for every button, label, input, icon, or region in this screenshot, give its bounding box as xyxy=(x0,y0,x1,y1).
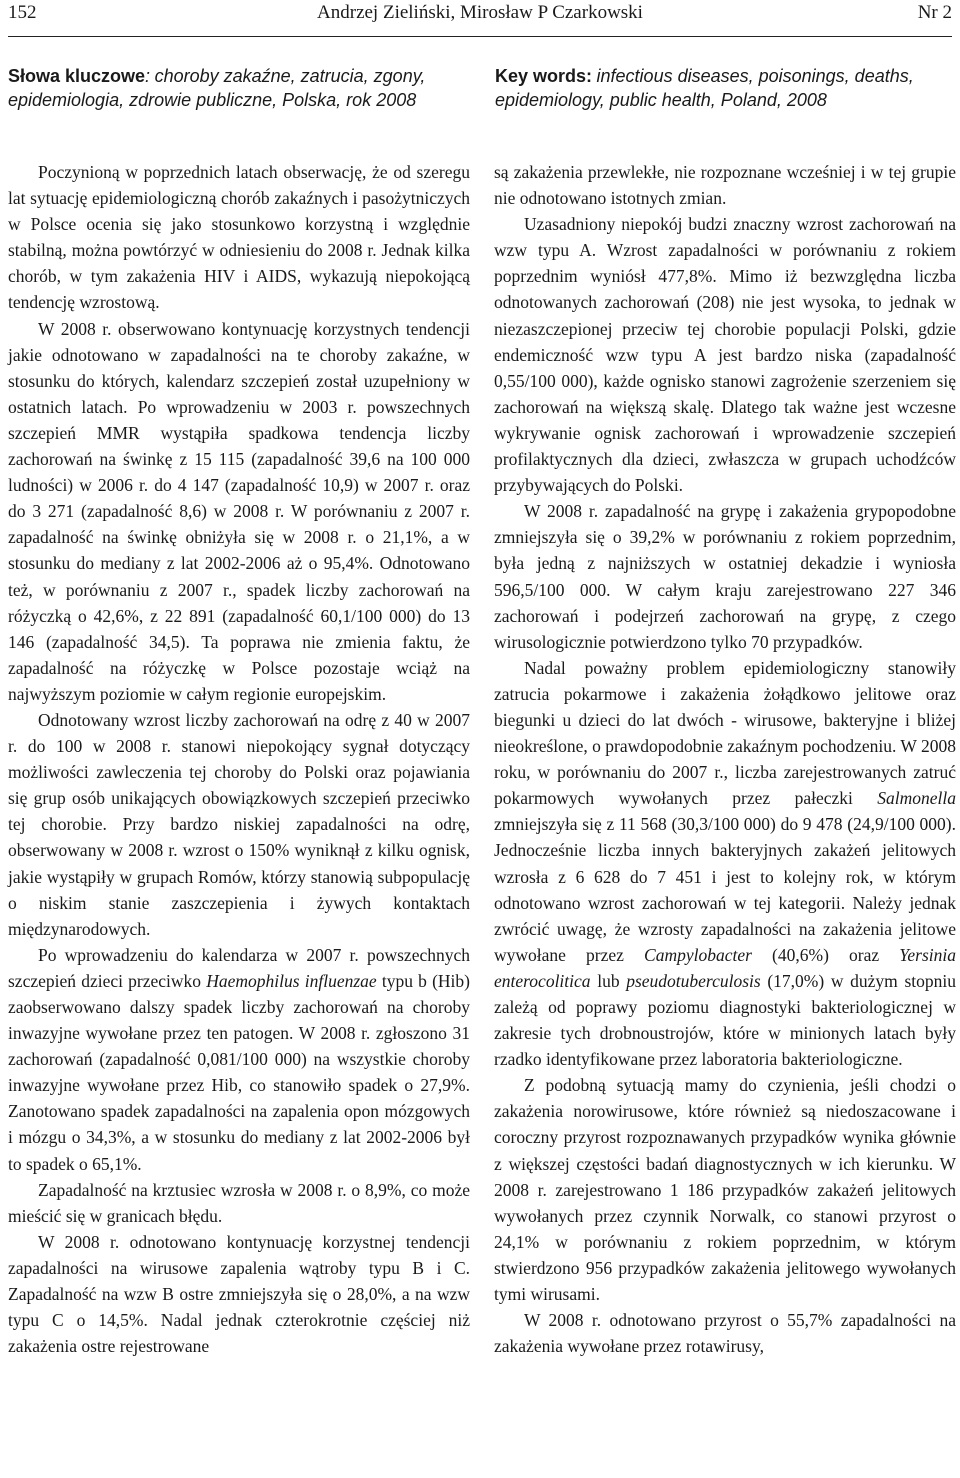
keywords-pl-colon: : xyxy=(145,66,151,86)
right-column xyxy=(494,159,956,1359)
left-column xyxy=(8,159,470,1359)
keywords-english xyxy=(495,64,957,112)
keywords-pl-label: Słowa kluczowe xyxy=(8,66,146,86)
paragraph-hib xyxy=(8,942,470,1177)
paragraph-text: lub xyxy=(590,970,627,991)
paragraph: W 2008 r. obserwowano kontynuację korzystnych tendencji jakie odnotowano w zapadalności na te choroby zakaźne, w stosunku do których, kalendarz szczepień został uzupełniony w ostatnich latach. Po wprowadzeniu w 2003 r. powszechnych szczepień MMR wystąpiła spadkowa tendencja liczby zachorowań na świnkę z 15 115 (zapadalność 39,6 na 100 000 ludności) w 2006 r. do 4 147 (zapadalność 10,9) w 2007 r. oraz do 3 271 (zapadalność 8,6) w 2008 r. W porównaniu z 2007 r. zapadalność na świnkę obniżyła się w 2008 r. o 21,1%, a w stosunku do mediany z lat 2002-2006 aż o 95,4%. Odnotowano też, w porównaniu z 2007 r., spadek liczby zachorowań na różyczką o 42,6%, z 22 891 (zapadalność 60,1/100 000) do 13 146 (zapadalność 34,5). Ta poprawa nie zmienia faktu, że zapadalność na różyczkę w Polsce pozostaje wciąż na najwyższym poziomie w całym regionie europejskim. xyxy=(8,318,470,704)
paragraph: Poczynioną w poprzednich latach obserwację, że od szeregu lat sytuację epidemiologiczną chorób zakaźnych i pasożytniczych w Polsce ocenia się jako stosunkowo korzystną i względnie stabilną, można powtórzyć w odniesieniu do 2008 r. Jednak kilka chorób, w tym zakażenia HIV i AIDS, wykazują niepokojącą tendencję wzrostową. xyxy=(8,162,470,313)
paragraph: Uzasadniony niepokój budzi znaczny wzrost zachorowań na wzw typu A. Wzrost zapadalności w porównaniu z rokiem poprzednim wyniósł 477,8%. Mimo iż bezwzględna liczba odnotowanych zachorowań (208) nie jest wysoka, to jednak w niezaszczepionej przeciw tej chorobie populacji Polski, gdzie endemiczność wzw typu A jest bardzo niska (zapadalność 0,55/100 000), każde ognisko stanowi zagrożenie szerzeniem się zachorowań na większą skalę. Dlatego tak ważne jest wczesne wykrywanie ognisk zachorowań i wprowadzenie szczepień profilaktycznych dla dzieci, zwłaszcza w grupach uchodźców przybywających do Polski. xyxy=(494,214,956,496)
paragraph-text: typu b (Hib) zaobserwowano dalszy spadek liczby zachorowań na choroby inwazyjne wywołane przez ten patogen. W 2008 r. zgłoszono 31 zachorowań (zapadalność 0,081/100 000) na wszystkie choroby inwazyjne wywołane przez Hib, co stanowiło spadek o 27,9%. Zanotowano spadek zapadalności na zapalenia opon mózgowych i mózgu o 34,3%, a w stosunku do mediany z lat 2002-2006 był to spadek o 65,1%. xyxy=(8,970,470,1174)
paragraph: są zakażenia przewlekłe, nie rozpoznane wcześniej i w tej grupie nie odnotowano istotnych zmian. xyxy=(494,162,956,209)
header-authors: Andrzej Zieliński, Mirosław P Czarkowski xyxy=(317,2,643,23)
species-name: Haemophilus influenzae xyxy=(206,970,377,991)
page-number: 152 xyxy=(8,2,37,23)
paragraph-text: Po wprowadzeniu do kalendarza w 2007 r. powszechnych szczepień dzieci przeciwko xyxy=(8,944,470,991)
species-name: pseudotuberculosis xyxy=(626,970,761,991)
keywords-en-label: Key words: xyxy=(495,66,593,86)
paragraph: Odnotowany wzrost liczby zachorowań na odrę z 40 w 2007 r. do 100 w 2008 r. stanowi niepokojący sygnał dotyczący możliwości zawleczenia tej choroby do Polski oraz pojawiania się grup osób unikających obowiązkowych szczepień przeciwko tej chorobie. Przy bardzo niskiej zapadalności na odrę, obserwowany w 2008 r. wzrost o 150% wyniknął z kilku ognisk, jakie wystąpiły w grupach Romów, którzy stanowią subpopulację o niskim stanie zaszczepienia i żywych kontaktach międzynarodowych. xyxy=(8,709,470,939)
paragraph: W 2008 r. zapadalność na grypę i zakażenia grypopodobne zmniejszyła się o 39,2% w porównaniu z rokiem poprzednim, była jedną z najniższych w ostatniej dekadzie i wyniosła 596,5/100 000. W całym kraju zarejestrowano 227 346 zachorowań i podejrzeń zachorowań na grypę, z czego wirusologicznie potwierdzono tylko 70 przypadków. xyxy=(494,501,956,652)
species-name: Yersinia enterocolitica xyxy=(494,944,956,991)
paragraph: Zapadalność na krztusiec wzrosła w 2008 r. o 8,9%, co może mieścić się w granicach błędu. xyxy=(8,1179,470,1226)
paragraph-text: zmniejszyła się z 11 568 (30,3/100 000) do 9 478 (24,9/100 000). Jednocześnie liczba innych bakteryjnych zakażeń jelitowych wzrosła z 6 628 do 7 451 i jest to kolejny rok, w którym odnotowano wzrost zachorowań w tej kategorii. Należy jednak zwrócić uwagę, że wzrosty zapadalności na zakażenia jelitowe wywołane przez xyxy=(494,814,956,965)
keywords-pl-terms: choroby zakaźne, zatrucia, zgony, epidemiologia, zdrowie publiczne, Polska, rok 2008 xyxy=(8,66,426,110)
paragraph: W 2008 r. odnotowano kontynuację korzystnej tendencji zapadalności na wirusowe zapalenia wątroby typu B i C. Zapadalność na wzw B ostre zmniejszyła się o 28,0%, a na wzw typu C o 14,5%. Nadal jednak czterokrotnie częściej niż zakażenia ostre rejestrowane xyxy=(8,1231,470,1357)
species-name: Campylobacter xyxy=(644,944,752,965)
paragraph-food-poisoning xyxy=(494,655,956,1073)
paragraph-text: Nadal poważny problem epidemiologiczny stanowiły zatrucia pokarmowe i zakażenia żołądkowo jelitowe oraz biegunki u dzieci do lat dwóch - wirusowe, bakteryjne i bliżej nieokreślone, o prawdopodobnie zakaźnym pochodzeniu. W 2008 roku, w porównaniu do 2007 r., liczba zarejestrowanych zatruć pokarmowych wywołanych przez pałeczki xyxy=(494,657,957,809)
issue-number: Nr 2 xyxy=(917,2,952,23)
paragraph-text: (17,0%) w dużym stopniu zależą od poprawy poziomu diagnostyki bakteriologicznej w zakresie tych drobnoustrojów, które w minionych latach były rzadko identyfikowane przez laboratoria bakteriologiczne. xyxy=(494,970,956,1070)
paragraph: W 2008 r. odnotowano przyrost o 55,7% zapadalności na zakażenia wywołane przez rotawirusy, xyxy=(494,1310,956,1357)
keywords-polish xyxy=(8,64,470,112)
running-header xyxy=(8,0,952,37)
paragraph-text: (40,6%) oraz xyxy=(751,944,900,965)
keywords-en-terms: infectious diseases, poisonings, deaths, epidemiology, public health, Poland, 2008 xyxy=(495,66,914,110)
species-name: Salmonella xyxy=(877,788,956,809)
paragraph: Z podobną sytuacją mamy do czynienia, jeśli chodzi o zakażenia norowirusowe, które również są niedoszacowane i coroczny przyrost rozpoznawanych przypadków wynika głównie z większej częstości badań diagnostycznych w ich kierunku. W 2008 r. zarejestrowano 1 186 przypadków zakażeń jelitowych wywołanych przez czynnik Norwalk, co stanowi przyrost o 24,1% w porównaniu z rokiem poprzednim, w którym stwierdzono 956 przypadków zakażenia jelitowego wywołanych tymi wirusami. xyxy=(494,1075,956,1305)
